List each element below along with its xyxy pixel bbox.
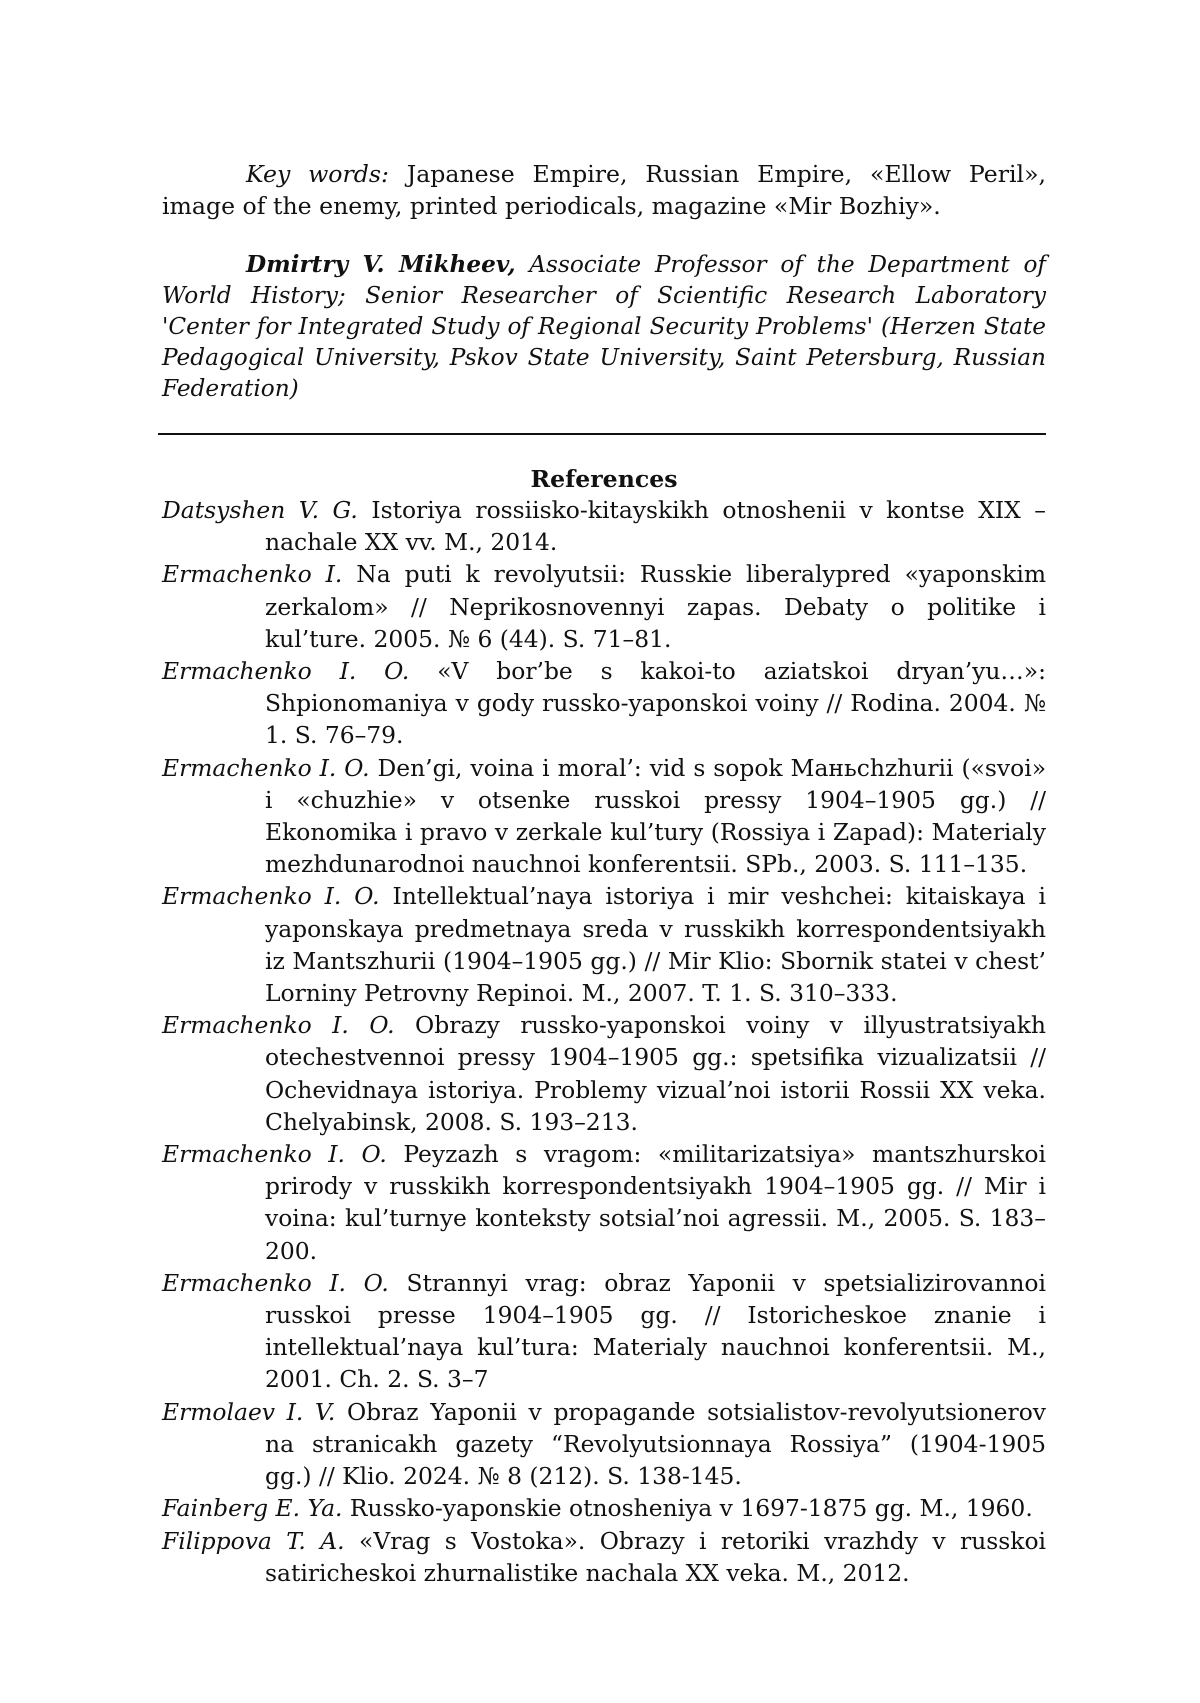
keywords-paragraph <box>162 158 1046 222</box>
keywords-text: Japanese Empire, Russian Empire, «Ellow Peril», image of the enemy, printed periodicals, magazine «Mir Bozhiy». <box>162 160 1047 220</box>
reference-text: Russko-yaponskie otnosheniya v 1697-1875 gg. M., 1960. <box>342 1494 1033 1523</box>
reference-item <box>162 880 1046 1009</box>
reference-item <box>162 655 1046 752</box>
reference-text: Strannyi vrag: obraz Yaponii v spetsializirovannoi russkoi presse 1904–1905 gg. // Istoricheskoe znanie i intellektual’naya kul’tura: Materialy nauchnoi konferentsii. M., 2001. Ch. 2. S. 3–7 <box>265 1268 1046 1394</box>
reference-text: «V bor’be s kakoi-to aziatskoi dryan’yu…»: Shpionomaniya v gody russko-yaponskoi voiny // Rodina. 2004. № 1. S. 76–79. <box>265 657 1046 750</box>
reference-item <box>162 1396 1046 1493</box>
reference-text: Intellektual’naya istoriya i mir veshchei: kitaiskaya i yaponskaya predmetnaya sreda v russkikh korrespondentsiyakh iz Mantszhurii (1904–1905 gg.) // Mir Klio: Sbornik statei v chest’ Lorniny Petrovny Repinoi. M., 2007. T. 1. S. 310–333. <box>265 882 1046 1008</box>
reference-text: Peyzazh s vragom: «militarizatsiya» mantszhurskoi prirody v russkikh korrespondentsiyakh 1904–1905 gg. // Mir i voina: kul’turnye konteksty sotsial’noi agressii. M., 2005. S. 183–200. <box>265 1140 1046 1265</box>
page-content <box>162 158 1046 1589</box>
reference-author: Ermachenko I. O. <box>162 1268 389 1297</box>
reference-item <box>162 1492 1046 1524</box>
section-divider <box>158 433 1046 435</box>
reference-item <box>162 558 1046 655</box>
reference-item <box>162 1267 1046 1396</box>
reference-item <box>162 1009 1046 1138</box>
reference-text: Obraz Yaponii v propagande sotsialistov-revolyutsionerov na stranicakh gazety “Revolyutsionnaya Rossiya” (1904-1905 gg.) // Klio. 2024. № 8 (212). S. 138-145. <box>265 1397 1046 1491</box>
reference-author: Ermolaev I. V. <box>162 1397 336 1426</box>
reference-item <box>162 1138 1046 1267</box>
reference-item <box>162 1525 1046 1589</box>
reference-text: Den’gi, voina i moral’: vid s sopok Маньchzhurii («svoi» i «chuzhie» v otsenke russkoi pressy 1904–1905 gg.) // Ekonomika i pravo v zerkale kul’tury (Rossiya i Zapad): Materialy mezhdunarodnoi nauchnoi konferentsii. SPb., 2003. S. 111–135. <box>265 753 1046 879</box>
reference-author: Ermachenko I. O. <box>162 1011 395 1040</box>
references-heading: References <box>530 465 678 493</box>
reference-item <box>162 752 1046 881</box>
reference-author: Ermachenko I. O. <box>162 1140 387 1169</box>
reference-item <box>162 494 1046 558</box>
reference-text: Na puti k revolyutsii: Russkie liberalypred «yaponskim zerkalom» // Neprikosnovennyi zapas. Debaty o politike i kul’ture. 2005. № 6 (44). S. 71–81. <box>265 560 1046 653</box>
author-affiliation: Associate Professor of the Department of World History; Senior Researcher of Scientific Research Laboratory 'Center for Integrated Study of Regional Security Problems' (Herzen State Pedagogical University, Pskov State University, Saint Petersburg, Russian Federation) <box>162 251 1046 402</box>
reference-author: Filippova T. A. <box>162 1526 345 1555</box>
reference-author: Datsyshen V. G. <box>162 496 358 524</box>
reference-author: Fainberg E. Ya. <box>162 1494 343 1523</box>
reference-author: Ermachenko I. O. <box>162 657 410 686</box>
reference-author: Ermachenko I. O. <box>162 882 380 911</box>
reference-author: Ermachenko I. <box>162 560 343 589</box>
reference-text: Obrazy russko-yaponskoi voiny v illyustratsiyakh otechestvennoi pressy 1904–1905 gg.: spetsifika vizualizatsii // Ochevidnaya istoriya. Problemy vizual’noi istorii Rossii XX veka. Chelyabinsk, 2008. S. 193–213. <box>265 1011 1046 1136</box>
references-list <box>162 494 1046 1589</box>
reference-text: Istoriya rossiisko-kitayskikh otnoshenii v kontse XIX – nachale XX vv. M., 2014. <box>265 496 1047 557</box>
author-paragraph <box>162 249 1046 404</box>
reference-text: «Vrag s Vostoka». Obrazy i retoriki vrazhdy v russkoi satiricheskoi zhurnalistike nachala XX veka. M., 2012. <box>265 1526 1047 1587</box>
keywords-label: Key words: <box>246 160 389 188</box>
author-name: Dmirtry V. Mikheev, <box>246 251 516 278</box>
reference-author: Ermachenko I. O. <box>162 753 370 782</box>
